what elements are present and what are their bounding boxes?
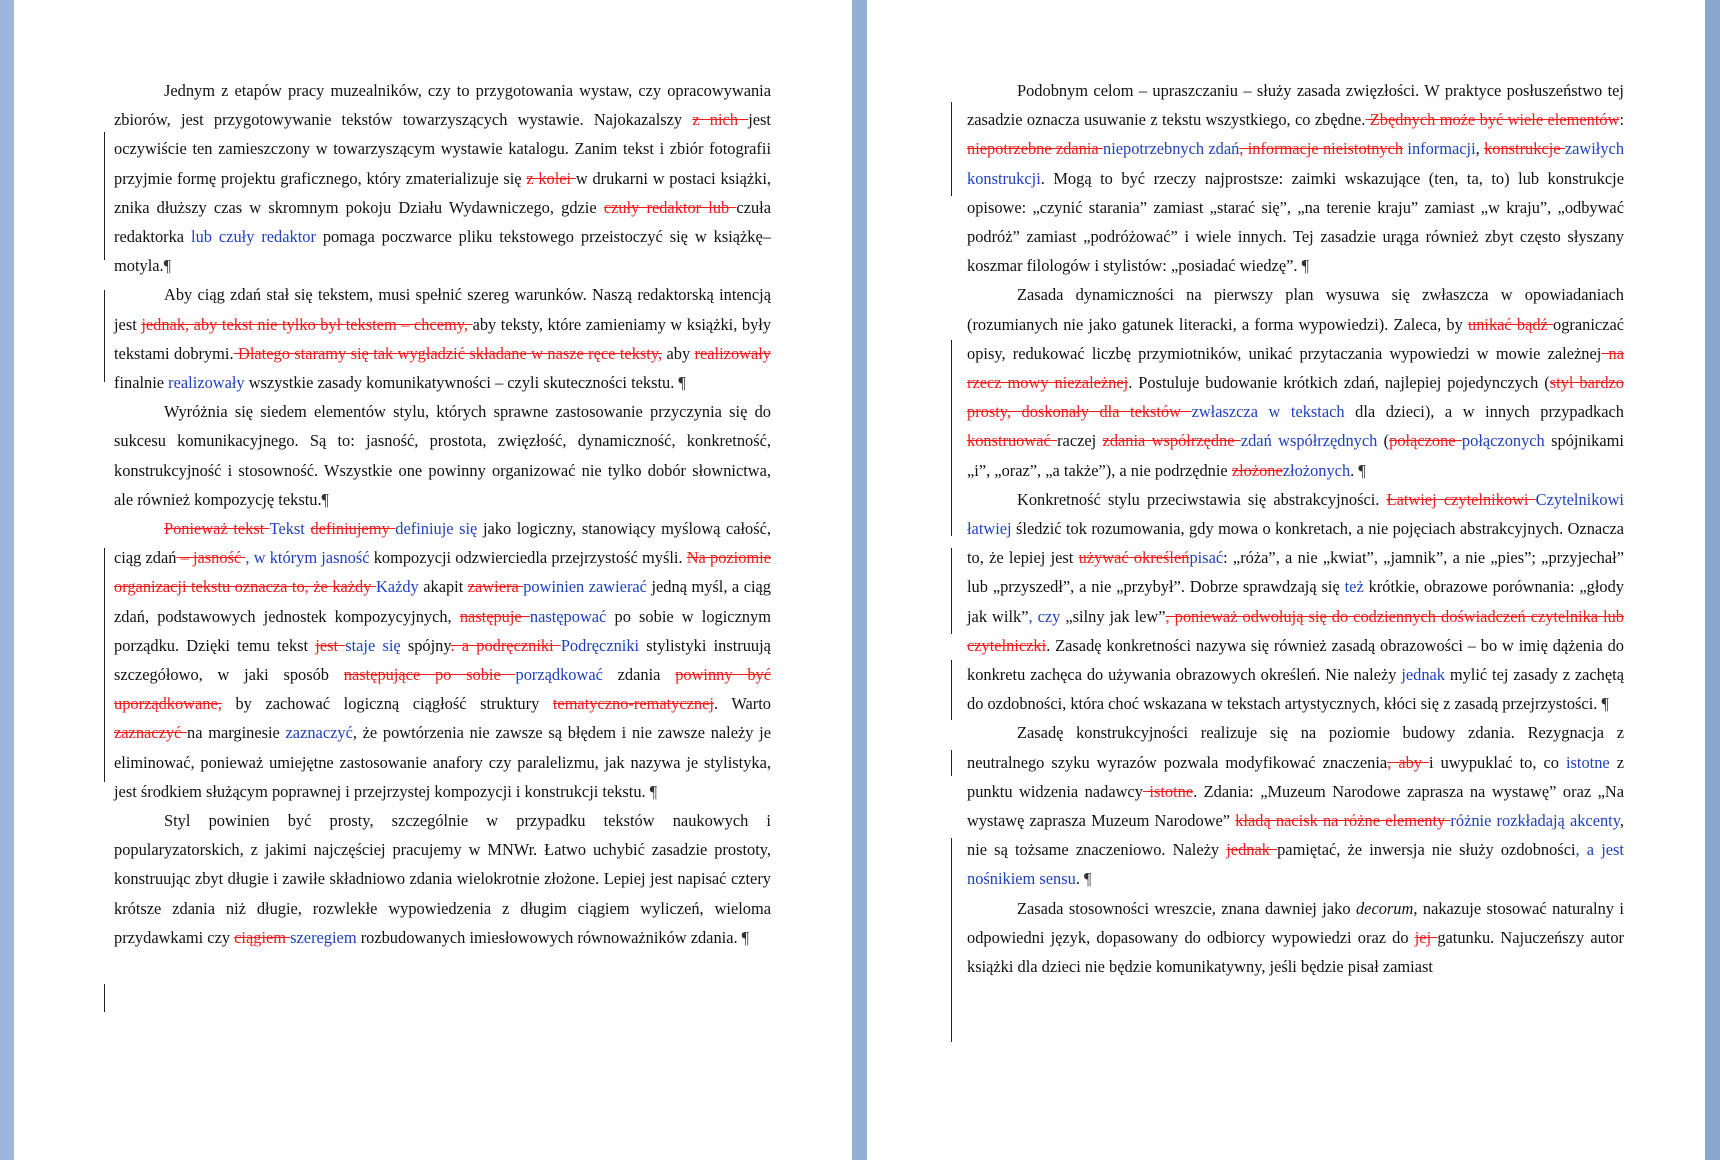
- tracked-deletion: jednak, aby tekst nie tylko był tekstem – chcemy,: [141, 314, 473, 334]
- tracked-deletion: tematyczno-rematycznej: [552, 694, 714, 714]
- tracked-insertion: różnie rozkładają akcenty: [1450, 811, 1620, 831]
- pilcrow-icon: ¶: [649, 781, 658, 801]
- text-run: rozbudowanych imiesłowowych równoważników zdania.: [360, 927, 742, 947]
- text-run: . Mogą to być rzeczy najprostsze: zaimki wskazujące (ten, ta, to) lub konstrukcje opisowe: „czynić starania” zamiast „starać się”, „na terenie kraju” zamiast „w kraju”, „odbywać podróż” zamiast „podróżować” i wiele innych. Tej zasadzie urąga również zbyt często słyszany koszmar filologów i stylistów: „posiadać wiedzę”.: [967, 168, 1624, 276]
- tracked-insertion: połączonych: [1461, 431, 1552, 451]
- text-run: kompozycji odzwierciedla przejrzystość myśli.: [373, 548, 687, 568]
- text-run: z punktu widzenia nadawcy: [967, 752, 1624, 801]
- tracked-deletion: niepotrzebne zdania: [967, 139, 1104, 159]
- tracked-deletion: unikać bądź: [1468, 314, 1554, 334]
- paragraph[interactable]: [967, 485, 1624, 719]
- tracked-insertion: informacji: [1403, 139, 1476, 159]
- tracked-deletion: z nich: [692, 110, 749, 130]
- text-run: .: [1075, 869, 1085, 889]
- tracked-insertion: też: [1344, 577, 1369, 597]
- text-run: . Warto: [713, 694, 771, 714]
- text-run: aby: [662, 343, 695, 363]
- text-run: : „róża”, a nie „kwiat”, „jamnik”, a nie „pies”; „przyjechał” lub „przyszedł”, a nie „przybył”. Dobrze sprawdzają się: [967, 548, 1624, 597]
- text-run: wszystkie zasady komunikatywności – czyli skuteczności tekstu.: [248, 373, 679, 393]
- tracked-deletion: powinny być uporządkowane,: [114, 665, 771, 714]
- tracked-deletion: . a podręczniki: [450, 635, 561, 655]
- change-bar: [104, 290, 105, 382]
- tracked-insertion: następować: [529, 606, 615, 626]
- text-run: jako logiczny, stanowiący myślową całość, ciąg zdań: [114, 519, 771, 568]
- text-run: na marginesie: [187, 723, 286, 743]
- tracked-deletion: Dlatego staramy się tak wygładzić składane w nasze ręce teksty,: [233, 343, 663, 363]
- tracked-insertion: zdań współrzędnych: [1240, 431, 1384, 451]
- tracked-deletion: konstruować: [967, 431, 1058, 451]
- text-run: spójny: [407, 635, 451, 655]
- text-run: jest oczywiście ten zamieszczony w towarzyszącym wystawie katalogu. Zanim tekst i zbiór fotografii przyjmie formę projektu graficznego, który zmaterializuje się: [114, 110, 771, 188]
- text-run: . Zasadę konkretności nazywa się również zasadą obrazowości – bo w imię dążenia do konkretu zachęca do używania obrazowych określeń. Nie należy: [967, 635, 1624, 685]
- text-run: i uwypuklać to, co: [1429, 752, 1566, 772]
- paragraph[interactable]: [114, 76, 771, 280]
- text-run: jedną myśl, a ciąg zdań, podstawowych jednostek kompozycyjnych,: [114, 577, 772, 626]
- pilcrow-icon: ¶: [678, 373, 686, 393]
- tracked-deletion: istotne: [1142, 781, 1194, 801]
- text-run: , że powtórzenia nie zawsze są błędem i nie zawsze należy je eliminować, ponieważ umiejętne zastosowanie anafory czy paralelizmu, jak nazywa je stylistyka, jest środkiem służącym poprawnej i przejrzystej kompozycji i konstrukcji tekstu.: [114, 723, 771, 801]
- text-run: krótkie, obrazowe porównania: „głody jak wilk”: [967, 577, 1624, 626]
- pilcrow-icon: ¶: [741, 927, 750, 947]
- text-run: akapit: [423, 577, 468, 597]
- tracked-deletion: na rzecz mowy niezależnej: [967, 343, 1625, 393]
- text-run: Zasadę konstrukcyjności realizuje się na poziomie budowy zdania. Rezygnacja z neutralnego szyku wyrazów pozwala modyfikować znaczenia: [967, 723, 1624, 772]
- text-run: stylistyki instruują szczegółowo, w jaki sposób: [114, 635, 771, 685]
- tracked-deletion: realizowały: [694, 343, 771, 363]
- text-run: mylić tej zasady z zachętą do ozdobności, która choć wskazana w tekstach artystycznych, kłóci się z zasadą przejrzystości.: [967, 665, 1624, 714]
- document-page-right[interactable]: [867, 0, 1705, 1160]
- paragraph[interactable]: [967, 894, 1624, 982]
- tracked-deletion: ciągiem: [234, 927, 291, 947]
- paragraph[interactable]: [114, 397, 771, 514]
- tracked-insertion: złożonych: [1282, 460, 1351, 480]
- tracked-insertion: szeregiem: [290, 927, 361, 947]
- text-run: ograniczać opisy, redukować liczbę przymiotników, unikać przytaczania wypowiedzi w mowie zależnej: [967, 314, 1624, 363]
- tracked-deletion: Łatwiej czytelnikowi: [1386, 489, 1536, 509]
- italic-text: decorum: [1355, 898, 1414, 918]
- text-run: gatunku. Najuczeńszy autor książki dla dzieci nie będzie komunikatywny, jeśli będzie pisał zamiast: [967, 927, 1625, 977]
- change-bar: [951, 548, 952, 634]
- pilcrow-icon: ¶: [1084, 869, 1092, 889]
- paragraph[interactable]: [114, 514, 771, 806]
- tracked-deletion: zdania współrzędne: [1102, 431, 1241, 451]
- text-run: Zasada dynamiczności na pierwszy plan wysuwa się zwłaszcza w opowiadaniach (rozumianych nie jako gatunek literacki, a forma wypowiedzi). Zaleca, by: [967, 285, 1624, 334]
- text-run: Konkretność stylu przeciwstawia się abstrakcyjności.: [1017, 489, 1387, 509]
- change-bar: [104, 984, 105, 1012]
- text-run: Podobnym celom – upraszczaniu – służy zasada zwięzłości. W praktyce posłuszeństwo tej zasadzie oznacza usuwanie z tekstu wszystkiego, co zbędne.: [967, 81, 1624, 130]
- text-run: spójnikami „i”, „oraz”, „a także”), a nie podrzędnie: [967, 431, 1624, 480]
- paragraph[interactable]: [114, 280, 771, 397]
- text-run: czuła redaktorka: [114, 197, 771, 247]
- tracked-deletion: zaznaczyć: [114, 723, 188, 743]
- tracked-insertion: istotne: [1565, 752, 1617, 772]
- tracked-insertion: lub czuły redaktor: [191, 227, 323, 247]
- change-bar: [951, 102, 952, 196]
- text-run: raczej: [1057, 431, 1103, 451]
- text-run: Wyróżnia się siedem elementów stylu, których sprawne zastosowanie przyczynia się do sukcesu komunikacyjnego. Są to: jasność, prostota, zwięzłość, dynamiczność, konkretność, konstrukcyjność i stosowność. Wszystkie one powinny organizować nie tylko dobór słownictwa, ale również kompozycję tekstu.: [114, 402, 771, 509]
- text-run: :: [1619, 110, 1624, 130]
- text-run: finalnie: [114, 373, 169, 393]
- text-run: Styl powinien być prosty, szczególnie w przypadku tekstów naukowych i popularyzatorskich, z jakimi najczęściej pracujemy w MNWr. Łatwo uchybić zasadzie prostoty, konstruując zbyt długie i zawiłe składniowo zdania wielokrotnie złożone. Lepiej jest napisać cztery krótsze zdania niż długie, rozwlekłe wypowiedzenia z długim ciągiem wyliczeń, wieloma przydawkami czy: [114, 811, 771, 947]
- paragraph[interactable]: [967, 718, 1624, 893]
- text-run: pomaga poczwarce pliku tekstowego przeistoczyć się w książkę–motyla.: [114, 227, 771, 276]
- tracked-deletion: styl bardzo prosty, doskonały dla tekstów: [967, 373, 1624, 422]
- pilcrow-icon: ¶: [1358, 460, 1366, 480]
- tracked-deletion: Ponieważ tekst: [164, 519, 270, 539]
- tracked-insertion: Tekst: [269, 519, 311, 539]
- text-run: (: [1383, 431, 1390, 451]
- tracked-insertion: realizowały: [168, 373, 249, 393]
- text-run: ,: [1475, 139, 1485, 159]
- change-bar: [951, 750, 952, 776]
- page-body-text[interactable]: [967, 76, 1624, 981]
- text-run: w drukarni w postaci książki, znika dłuższy czas w skromnym pokoju Działu Wydawniczego, gdzie: [114, 168, 771, 217]
- text-run: aby teksty, które zamieniamy w książki, były tekstami dobrymi.: [114, 314, 772, 363]
- text-run: Zasada stosowności wreszcie, znana dawniej jako: [1017, 898, 1356, 918]
- paragraph[interactable]: [114, 806, 771, 952]
- tracked-insertion: zwłaszcza w tekstach: [1191, 402, 1356, 422]
- change-bar: [104, 548, 105, 782]
- change-bar: [951, 660, 952, 720]
- tracked-insertion: definiuje się: [395, 519, 483, 539]
- text-run: . Zdania: „Muzeum Narodowe zaprasza na wystawę” oraz „Na wystawę zaprasza Muzeum Narodowe”: [967, 781, 1624, 831]
- tracked-insertion: Podręczniki: [560, 635, 647, 655]
- tracked-insertion: niepotrzebnych zdań: [1103, 139, 1240, 159]
- tracked-deletion: czuły redaktor lub: [603, 197, 737, 217]
- text-run: by zachować logiczną ciągłość struktury: [221, 694, 553, 714]
- tracked-deletion: następujące po sobie: [343, 665, 516, 685]
- change-bar: [951, 838, 952, 1042]
- pilcrow-icon: ¶: [1301, 256, 1309, 276]
- paragraph[interactable]: [967, 76, 1624, 280]
- document-page-left[interactable]: [14, 0, 852, 1160]
- text-run: , nakazuje stosować naturalny i odpowiedni język, dopasowany do odbiorcy wypowiedzi oraz do: [967, 898, 1624, 947]
- tracked-deletion: jej: [1414, 927, 1438, 947]
- text-run: śledzić tok rozumowania, gdy mowa o konkretach, a nie pojęciach abstrakcyjnych. Oznacza to, że lepiej jest: [967, 519, 1625, 568]
- tracked-insertion: Każdy: [375, 577, 424, 597]
- text-run: .: [1350, 460, 1359, 480]
- tracked-deletion: kładą nacisk na różne elementy: [1235, 811, 1451, 831]
- tracked-insertion: staje się: [345, 635, 408, 655]
- tracked-deletion: z kolei: [526, 168, 576, 188]
- change-bar: [951, 340, 952, 536]
- tracked-deletion: następuje: [459, 606, 530, 626]
- page-body-text[interactable]: [114, 76, 771, 952]
- text-run: dla dzieci), a w innych przypadkach: [1355, 402, 1624, 422]
- change-bar: [104, 132, 105, 260]
- pilcrow-icon: ¶: [321, 489, 329, 509]
- tracked-insertion: , czy: [1028, 606, 1066, 626]
- tracked-deletion: jednak: [1226, 840, 1278, 860]
- tracked-insertion: , a jest nośnikiem sensu: [967, 840, 1624, 889]
- text-run: Jednym z etapów pracy muzealników, czy to przygotowania wystaw, czy opracowywania zbiorów, jest przygotowywanie tekstów towarzyszących wystawie. Najokazalszy: [114, 81, 771, 130]
- tracked-deletion: zawiera: [467, 577, 524, 597]
- tracked-deletion: , aby: [1387, 752, 1430, 772]
- tracked-insertion: porządkować: [515, 665, 618, 685]
- text-run: zdania: [617, 665, 676, 685]
- tracked-deletion: złożone: [1231, 460, 1283, 480]
- tracked-deletion: połączone: [1389, 431, 1462, 451]
- tracked-insertion: zawiłych konstrukcji: [967, 139, 1625, 188]
- tracked-deletion: , ponieważ odwołują się do codziennych doświadczeń czytelnika lub czytelniczki: [967, 606, 1625, 655]
- pilcrow-icon: ¶: [163, 256, 172, 276]
- tracked-insertion: , w którym jasność: [245, 548, 374, 568]
- pilcrow-icon: ¶: [1601, 694, 1609, 714]
- tracked-insertion: jednak: [1401, 665, 1450, 685]
- text-run: , nie są tożsame znaczeniowo. Należy: [967, 811, 1624, 860]
- tracked-deletion: definiujemy: [310, 519, 396, 539]
- tracked-insertion: Czytelnikowi łatwiej: [967, 489, 1624, 539]
- text-run: „silny jak lew”: [1065, 606, 1166, 626]
- tracked-insertion: zaznaczyć: [285, 723, 353, 743]
- tracked-deletion: używać określeń: [1078, 548, 1190, 568]
- text-run: po sobie w logicznym porządku. Dzięki temu tekst: [114, 606, 771, 655]
- text-run: . Postuluje budowanie krótkich zdań, najlepiej pojedynczych (: [1128, 373, 1550, 393]
- text-run: pamiętać, że inwersja nie służy ozdobności: [1277, 840, 1576, 860]
- tracked-insertion: powinien zawierać: [523, 577, 652, 597]
- tracked-deletion: jest: [315, 635, 346, 655]
- tracked-deletion: , informacje nieistotnych: [1239, 139, 1404, 159]
- tracked-deletion: konstrukcje: [1484, 139, 1565, 159]
- tracked-deletion: Zbędnych może być wiele elementów: [1365, 110, 1620, 130]
- paragraph[interactable]: [967, 280, 1624, 484]
- text-run: Aby ciąg zdań stał się tekstem, musi spełnić szereg warunków. Naszą redaktorską intencją jest: [114, 285, 771, 334]
- tracked-insertion: pisać: [1189, 548, 1224, 568]
- tracked-deletion: Na poziomie organizacji tekstu oznacza to, że każdy: [114, 548, 772, 597]
- tracked-deletion: – jasność: [176, 548, 246, 568]
